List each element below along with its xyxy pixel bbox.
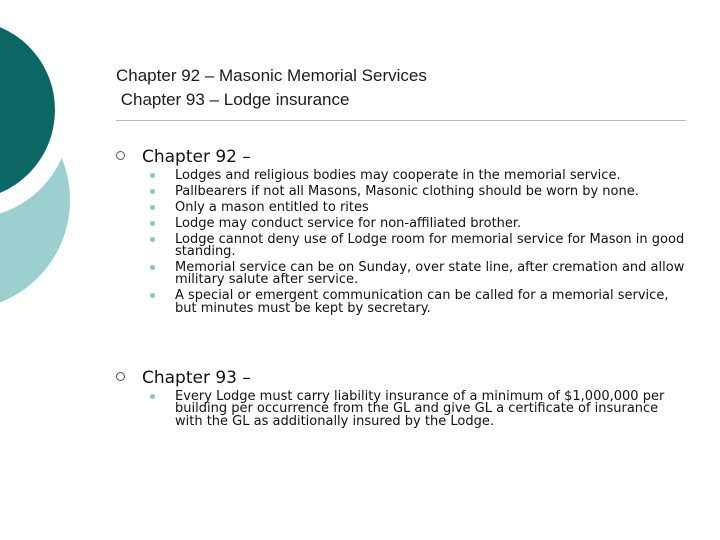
section-heading-chapter-93 [116, 367, 251, 389]
dot-bullet-icon [150, 394, 155, 399]
section-heading-text: Chapter 92 – [142, 147, 251, 167]
list-item: A special or emergent communication can be called for a memorial service, but minutes must be kept by secretary. [149, 290, 689, 315]
ring-bullet-icon [116, 372, 125, 381]
dot-bullet-icon [150, 265, 155, 270]
title-divider [116, 120, 686, 121]
title-line-2: Chapter 93 – Lodge insurance [116, 90, 350, 109]
list-item: Lodge cannot deny use of Lodge room for memorial service for Mason in good standing. [149, 234, 689, 259]
list-item: Lodge may conduct service for non-affiliated brother. [149, 218, 689, 230]
title-line-1: Chapter 92 – Masonic Memorial Services [116, 66, 427, 85]
section-heading-text: Chapter 93 – [142, 368, 251, 388]
list-item: Pallbearers if not all Masons, Masonic clothing should be worn by none. [149, 186, 689, 198]
chapter-92-bullet-list [149, 170, 689, 319]
dot-bullet-icon [150, 189, 155, 194]
list-item: Memorial service can be on Sunday, over state line, after cremation and allow military salute after service. [149, 262, 689, 287]
dot-bullet-icon [150, 293, 155, 298]
section-heading-chapter-92 [116, 146, 251, 168]
dot-bullet-icon [150, 237, 155, 242]
list-item: Only a mason entitled to rites [149, 202, 689, 214]
ring-bullet-icon [116, 151, 125, 160]
dot-bullet-icon [150, 221, 155, 226]
list-item: Every Lodge must carry liability insurance of a minimum of $1,000,000 per building per occurrence from the GL and give GL a certificate of insurance with the GL as additionally insured by the Lodge. [149, 391, 689, 428]
dot-bullet-icon [150, 173, 155, 178]
slide-title [116, 64, 696, 112]
list-item: Lodges and religious bodies may cooperate in the memorial service. [149, 170, 689, 182]
dot-bullet-icon [150, 205, 155, 210]
chapter-93-bullet-list [149, 391, 689, 432]
decorative-circles [0, 0, 130, 330]
